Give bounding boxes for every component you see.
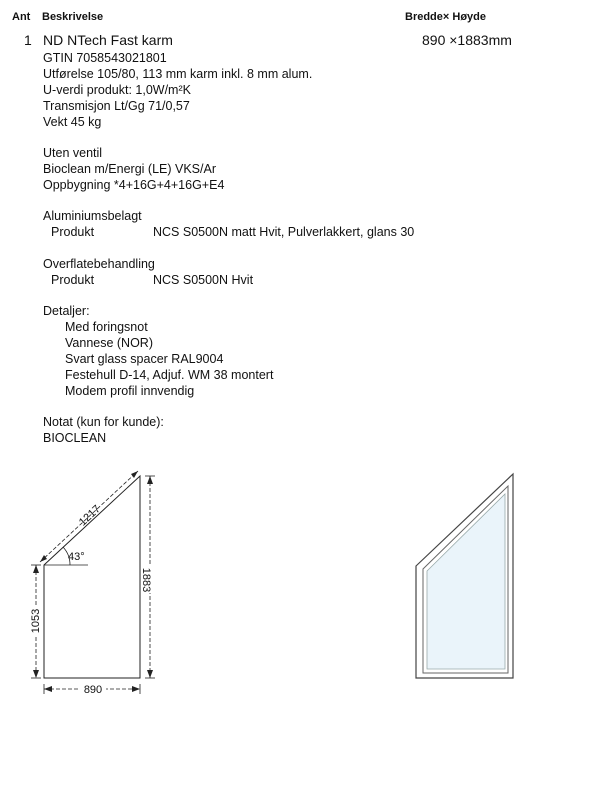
alu-section-title: Aluminiumsbelagt xyxy=(43,209,142,223)
note-value: BIOCLEAN xyxy=(43,431,107,445)
item-utforelse: Utførelse 105/80, 113 mm karm inkl. 8 mm alum. xyxy=(43,67,313,81)
height-low-arrow-bottom xyxy=(33,670,39,678)
height-full-arrow-bottom xyxy=(147,670,153,678)
height-full-label: 1883 xyxy=(140,567,153,593)
surface-section-title: Overflatebehandling xyxy=(43,257,155,271)
item-size: 890 ×1883mm xyxy=(422,32,512,48)
details-item: Med foringsnot xyxy=(65,320,148,334)
height-low-label: 1053 xyxy=(29,608,42,634)
dimension-drawing xyxy=(30,471,156,696)
item-vekt: Vekt 45 kg xyxy=(43,115,102,129)
item-glass: Bioclean m/Energi (LE) VKS/Ar xyxy=(43,162,216,176)
surface-product-value: NCS S0500N Hvit xyxy=(153,273,254,287)
window-illustration xyxy=(416,474,513,678)
details-item: Modem profil innvendig xyxy=(65,384,195,398)
col-header-ant: Ant xyxy=(12,11,31,23)
item-oppbygning: Oppbygning *4+16G+4+16G+E4 xyxy=(43,178,225,192)
height-low-arrow-top xyxy=(33,565,39,573)
note-title: Notat (kun for kunde): xyxy=(43,415,164,429)
width-arrow-left xyxy=(44,686,52,692)
slope-arrow-top xyxy=(131,471,138,478)
width-arrow-right xyxy=(132,686,140,692)
details-title: Detaljer: xyxy=(43,304,90,318)
col-header-beskrivelse: Beskrivelse xyxy=(42,11,104,23)
alu-product-value: NCS S0500N matt Hvit, Pulverlakkert, glans 30 xyxy=(153,225,415,239)
height-full-arrow-top xyxy=(147,476,153,484)
angle-label: 43° xyxy=(68,551,85,563)
item-u-verdi: U-verdi produkt: 1,0W/m²K xyxy=(43,83,191,97)
item-ventil: Uten ventil xyxy=(43,146,103,160)
slope-length-label: 1217 xyxy=(76,503,103,529)
surface-product-label: Produkt xyxy=(51,273,95,287)
details-item: Vannese (NOR) xyxy=(65,336,153,350)
details-item: Svart glass spacer RAL9004 xyxy=(65,352,224,366)
item-quantity: 1 xyxy=(24,32,32,48)
alu-product-label: Produkt xyxy=(51,225,95,239)
details-item: Festehull D-14, Adjuf. WM 38 montert xyxy=(65,368,274,382)
item-gtin: GTIN 7058543021801 xyxy=(43,51,167,65)
col-header-size: Bredde× Høyde xyxy=(405,11,486,23)
width-label: 890 xyxy=(83,684,103,696)
item-transmisjon: Transmisjon Lt/Gg 71/0,57 xyxy=(43,99,190,113)
item-name: ND NTech Fast karm xyxy=(43,32,173,48)
